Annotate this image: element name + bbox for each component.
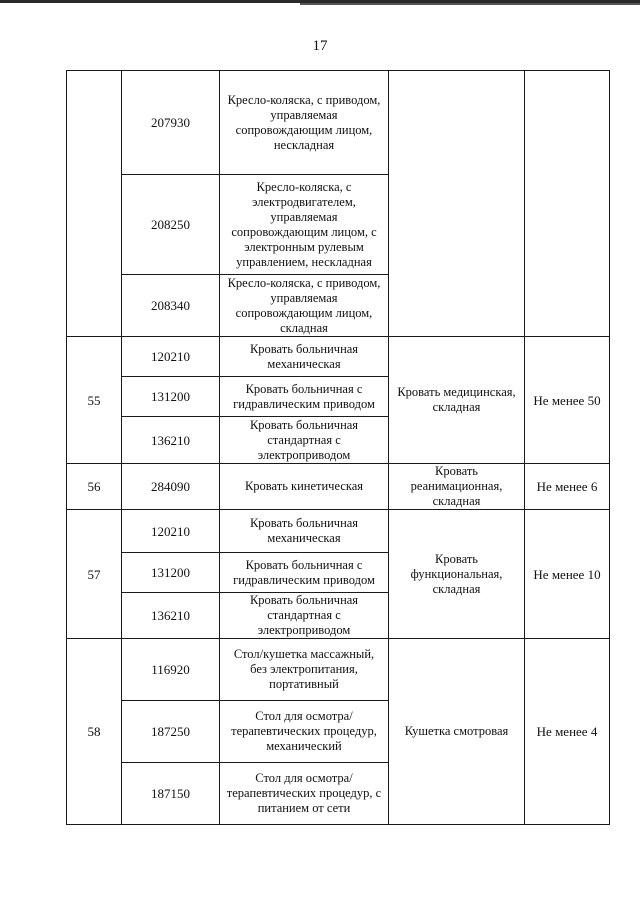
item-type: Кровать функциональная, складная <box>389 510 525 639</box>
item-code: 187250 <box>122 701 220 763</box>
page-number: 17 <box>312 38 328 54</box>
item-code: 131200 <box>122 377 220 417</box>
item-code: 136210 <box>122 593 220 639</box>
item-code: 208340 <box>122 275 220 337</box>
item-name: Кровать больничная механическая <box>220 510 389 553</box>
item-quantity: Не менее 50 <box>525 337 610 464</box>
table-row <box>67 464 610 510</box>
scan-top-edge-shadow <box>300 3 640 5</box>
equipment-table <box>66 70 610 825</box>
item-name: Кресло-коляска, с электродвигателем, управляемая сопровождающим лицом, с электронным рулевым управлением, нескладная <box>220 175 389 275</box>
item-code: 131200 <box>122 553 220 593</box>
group-number-cell <box>67 71 122 337</box>
item-code: 207930 <box>122 71 220 175</box>
item-name: Кровать кинетическая <box>220 464 389 510</box>
table-row <box>67 71 610 175</box>
group-number: 58 <box>67 639 122 825</box>
group-number: 56 <box>67 464 122 510</box>
group-number: 55 <box>67 337 122 464</box>
item-quantity: Не менее 4 <box>525 639 610 825</box>
table-row <box>67 337 610 377</box>
item-name: Стол для осмотра/терапевтических процедур, с питанием от сети <box>220 763 389 825</box>
item-code: 116920 <box>122 639 220 701</box>
table-row <box>67 639 610 701</box>
group-number: 57 <box>67 510 122 639</box>
item-type: Кушетка смотровая <box>389 639 525 825</box>
item-name: Стол для осмотра/терапевтических процедур, механический <box>220 701 389 763</box>
item-name: Кресло-коляска, с приводом, управляемая сопровождающим лицом, складная <box>220 275 389 337</box>
item-name: Кровать больничная стандартная с электроприводом <box>220 417 389 464</box>
item-code: 208250 <box>122 175 220 275</box>
item-type: Кровать реанимационная, складная <box>389 464 525 510</box>
item-name: Кресло-коляска, с приводом, управляемая сопровождающим лицом, нескладная <box>220 71 389 175</box>
item-quantity: Не менее 6 <box>525 464 610 510</box>
table-row <box>67 510 610 553</box>
quantity-cell <box>525 71 610 337</box>
item-code: 120210 <box>122 337 220 377</box>
item-code: 284090 <box>122 464 220 510</box>
item-name: Кровать больничная стандартная с электроприводом <box>220 593 389 639</box>
item-name: Кровать больничная с гидравлическим приводом <box>220 377 389 417</box>
item-name: Кровать больничная с гидравлическим приводом <box>220 553 389 593</box>
item-code: 187150 <box>122 763 220 825</box>
item-name: Стол/кушетка массажный, без электропитания, портативный <box>220 639 389 701</box>
item-quantity: Не менее 10 <box>525 510 610 639</box>
item-code: 120210 <box>122 510 220 553</box>
item-type: Кровать медицинская, складная <box>389 337 525 464</box>
item-code: 136210 <box>122 417 220 464</box>
item-name: Кровать больничная механическая <box>220 337 389 377</box>
type-cell <box>389 71 525 337</box>
